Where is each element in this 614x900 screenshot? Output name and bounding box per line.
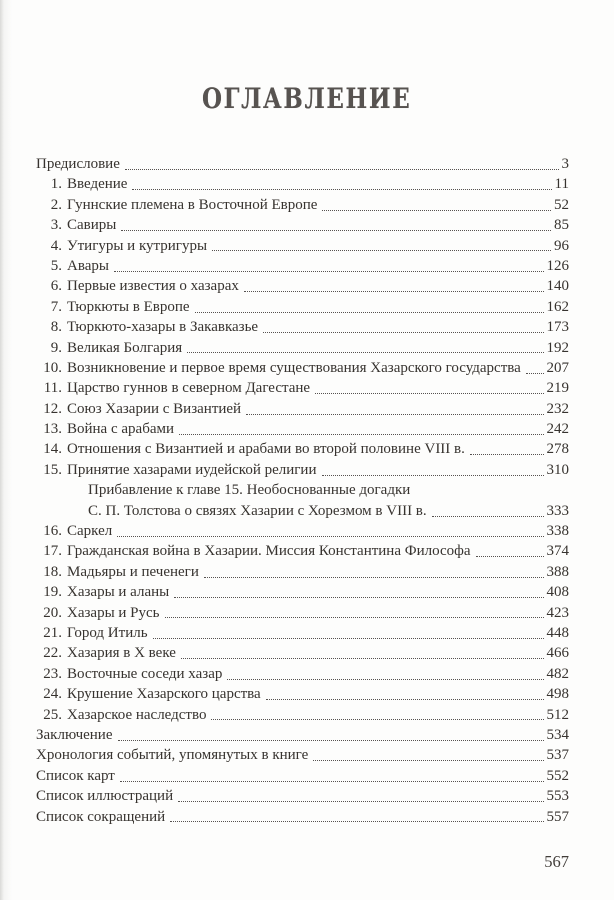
toc-entry-page: 534 — [546, 726, 569, 743]
toc-entry-page: 553 — [546, 788, 569, 805]
toc-entry-number: 12. — [43, 400, 62, 417]
dot-leader — [132, 189, 551, 190]
toc-entry-number: 4. — [50, 237, 62, 254]
dot-leader — [246, 414, 543, 415]
toc-entry — [36, 582, 569, 602]
dot-leader — [212, 250, 551, 251]
toc-entry-number: 19. — [43, 584, 62, 601]
toc-entry-number: 5. — [50, 257, 62, 274]
toc-entry-page: 219 — [546, 380, 569, 397]
toc-entry-label: Великая Болгария — [67, 339, 183, 356]
dot-leader — [313, 760, 543, 761]
dot-leader — [322, 475, 544, 476]
toc-entry-label: С. П. Толстова о связях Хазарии с Хорезмом в VIII в. — [88, 502, 427, 519]
toc-entry — [36, 174, 569, 194]
toc-entry-label: Список сокращений — [36, 808, 166, 825]
toc-entry-page: 232 — [546, 400, 569, 417]
toc-entry-number: 7. — [50, 298, 62, 315]
dot-leader — [322, 210, 551, 211]
dot-leader — [432, 516, 544, 517]
toc-entry-number: 22. — [43, 645, 62, 662]
toc-entry-label: Хазары и аланы — [67, 584, 170, 601]
toc-entry-label: Хазарское наследство — [67, 706, 207, 723]
dot-leader — [114, 271, 544, 272]
toc-entry — [36, 419, 569, 439]
dot-leader — [117, 536, 543, 537]
toc-entry — [36, 399, 569, 419]
toc-entry-number: 16. — [43, 523, 62, 540]
toc-entry — [36, 562, 569, 582]
toc-entry — [36, 460, 569, 480]
toc-entry — [36, 236, 569, 256]
toc-entry-label: Первые известия о хазарах — [67, 278, 239, 295]
page-scan-edge — [0, 0, 12, 900]
toc-entry-label: Список карт — [36, 767, 115, 784]
toc-entry-label: Гуннские племена в Восточной Европе — [67, 196, 318, 213]
toc-entry-page: 96 — [554, 237, 569, 254]
dot-leader — [315, 393, 543, 394]
dot-leader — [476, 556, 544, 557]
toc-entry — [36, 195, 569, 215]
toc-entry-number: 24. — [43, 686, 62, 703]
toc-entry — [36, 725, 569, 745]
toc-list — [36, 154, 569, 827]
toc-entry — [36, 276, 569, 296]
dot-leader — [227, 679, 543, 680]
toc-entry-page: 408 — [546, 584, 569, 601]
dot-leader — [170, 821, 543, 822]
dot-leader — [266, 699, 544, 700]
toc-entry — [36, 786, 569, 806]
toc-entry-page: 333 — [546, 502, 569, 519]
toc-entry — [36, 705, 569, 725]
toc-entry — [36, 439, 569, 459]
dot-leader — [187, 352, 543, 353]
toc-entry — [36, 154, 569, 174]
toc-entry-page: 374 — [546, 543, 569, 560]
dot-leader — [179, 434, 544, 435]
toc-entry-number: 3. — [50, 217, 62, 234]
toc-entry-label: Хронология событий, упомянутых в книге — [36, 747, 309, 764]
toc-entry — [36, 378, 569, 398]
toc-entry-label: Принятие хазарами иудейской религии — [67, 461, 317, 478]
toc-entry-label: Мадьяры и печенеги — [67, 563, 199, 580]
dot-leader — [178, 801, 543, 802]
dot-leader — [153, 638, 544, 639]
toc-entry-page: 242 — [546, 421, 569, 438]
toc-entry-page: 85 — [554, 217, 569, 234]
folio-page-number: 567 — [544, 852, 569, 871]
toc-entry-page: 310 — [546, 461, 569, 478]
toc-entry-label: Список иллюстраций — [36, 788, 174, 805]
toc-entry-number: 2. — [50, 196, 62, 213]
toc-entry-label: Тюркюто-хазары в Закавказье — [67, 319, 259, 336]
toc-entry-label: Отношения с Византией и арабами во второй половине VIII в. — [67, 441, 465, 458]
toc-entry — [36, 358, 569, 378]
toc-entry-page: 552 — [546, 767, 569, 784]
dot-leader — [181, 658, 544, 659]
page-title — [0, 82, 614, 115]
toc-entry-page: 448 — [546, 624, 569, 641]
toc-entry-number: 9. — [50, 339, 62, 356]
toc-entry-label: Прибавление к главе 15. Необоснованные догадки — [88, 482, 411, 499]
toc-entry-page: 388 — [546, 563, 569, 580]
toc-entry-page: 423 — [546, 604, 569, 621]
toc-entry-number: 15. — [43, 461, 62, 478]
toc-entry — [36, 317, 569, 337]
toc-entry-page: 557 — [546, 808, 569, 825]
toc-entry-page: 466 — [546, 645, 569, 662]
toc-entry — [36, 684, 569, 704]
toc-entry-label: Заключение — [36, 726, 113, 743]
dot-leader — [195, 312, 544, 313]
dot-leader — [263, 332, 543, 333]
toc-entry-page: 192 — [546, 339, 569, 356]
toc-entry-number: 21. — [43, 624, 62, 641]
toc-entry-number: 10. — [43, 359, 62, 376]
toc-entry — [36, 643, 569, 663]
toc-entry — [36, 603, 569, 623]
toc-entry-label: Савиры — [67, 217, 117, 234]
toc-entry-label: Союз Хазарии с Византией — [67, 400, 242, 417]
toc-entry-number: 6. — [50, 278, 62, 295]
toc-entry — [36, 256, 569, 276]
dot-leader — [165, 617, 544, 618]
dot-leader — [120, 781, 544, 782]
dot-leader — [174, 597, 543, 598]
toc-entry-page: 162 — [546, 298, 569, 315]
dot-leader — [204, 577, 544, 578]
toc-entry-number: 25. — [43, 706, 62, 723]
toc-entry-label: Царство гуннов в северном Дагестане — [67, 380, 311, 397]
toc-entry-page: 11 — [554, 176, 569, 193]
toc-entry-page: 278 — [546, 441, 569, 458]
toc-entry-label: Введение — [67, 176, 128, 193]
toc-entry-number: 14. — [43, 441, 62, 458]
dot-leader — [125, 169, 559, 170]
toc-entry-page: 3 — [561, 156, 569, 172]
toc-entry-label: Возникновение и первое время существования Хазарского государства — [67, 359, 521, 376]
page-title-text: ОГЛАВЛЕНИЕ — [202, 82, 412, 115]
toc-entry-label: Тюркюты в Европе — [67, 298, 190, 315]
toc-entry-number: 18. — [43, 563, 62, 580]
toc-entry-page: 140 — [546, 278, 569, 295]
toc-entry-page: 173 — [546, 319, 569, 336]
toc-entry-label: Крушение Хазарского царства — [67, 686, 261, 703]
toc-entry-number: 23. — [43, 665, 62, 682]
toc-entry — [36, 215, 569, 235]
toc-entry-page: 537 — [546, 747, 569, 764]
toc-entry-label: Авары — [67, 257, 109, 274]
toc-entry-number: 8. — [50, 319, 62, 336]
toc-subentry-line — [36, 501, 569, 521]
dot-leader — [121, 230, 551, 231]
toc-entry — [36, 297, 569, 317]
toc-entry-page: 52 — [554, 196, 569, 213]
toc-entry-label: Гражданская война в Хазарии. Миссия Константина Философа — [67, 543, 471, 560]
toc-entry — [36, 338, 569, 358]
dot-leader — [526, 373, 544, 374]
dot-leader — [470, 454, 544, 455]
toc-entry-page: 498 — [546, 686, 569, 703]
toc-entry-label: Утигуры и кутригуры — [67, 237, 208, 254]
dot-leader — [211, 719, 543, 720]
toc-entry-number: 13. — [43, 421, 62, 438]
toc-entry-label: Восточные соседи хазар — [67, 665, 223, 682]
toc-entry — [36, 807, 569, 827]
toc-entry — [36, 521, 569, 541]
toc-entry-label: Саркел — [67, 523, 113, 540]
toc-entry-number: 1. — [50, 176, 62, 193]
toc-entry-number: 17. — [43, 543, 62, 560]
toc-entry-page: 482 — [546, 665, 569, 682]
toc-entry — [36, 664, 569, 684]
toc-entry — [36, 623, 569, 643]
toc-entry-label: Хазария в X веке — [67, 645, 176, 662]
toc-entry — [36, 766, 569, 786]
toc-entry-page: 512 — [546, 706, 569, 723]
toc-entry-number: 11. — [43, 380, 62, 397]
toc-entry-page: 338 — [546, 523, 569, 540]
toc-entry-label: Город Итиль — [67, 624, 148, 641]
toc-entry-page: 207 — [546, 359, 569, 376]
toc-entry-number: 20. — [43, 604, 62, 621]
toc-subentry-line — [36, 480, 569, 500]
toc-entry — [36, 745, 569, 765]
toc-entry-label: Война с арабами — [67, 421, 174, 438]
toc-entry-label: Хазары и Русь — [67, 604, 160, 621]
dot-leader — [244, 291, 544, 292]
toc-entry-page: 126 — [546, 257, 569, 274]
dot-leader — [118, 740, 544, 741]
toc-entry-label: Предисловие — [36, 156, 120, 172]
toc-entry — [36, 541, 569, 561]
